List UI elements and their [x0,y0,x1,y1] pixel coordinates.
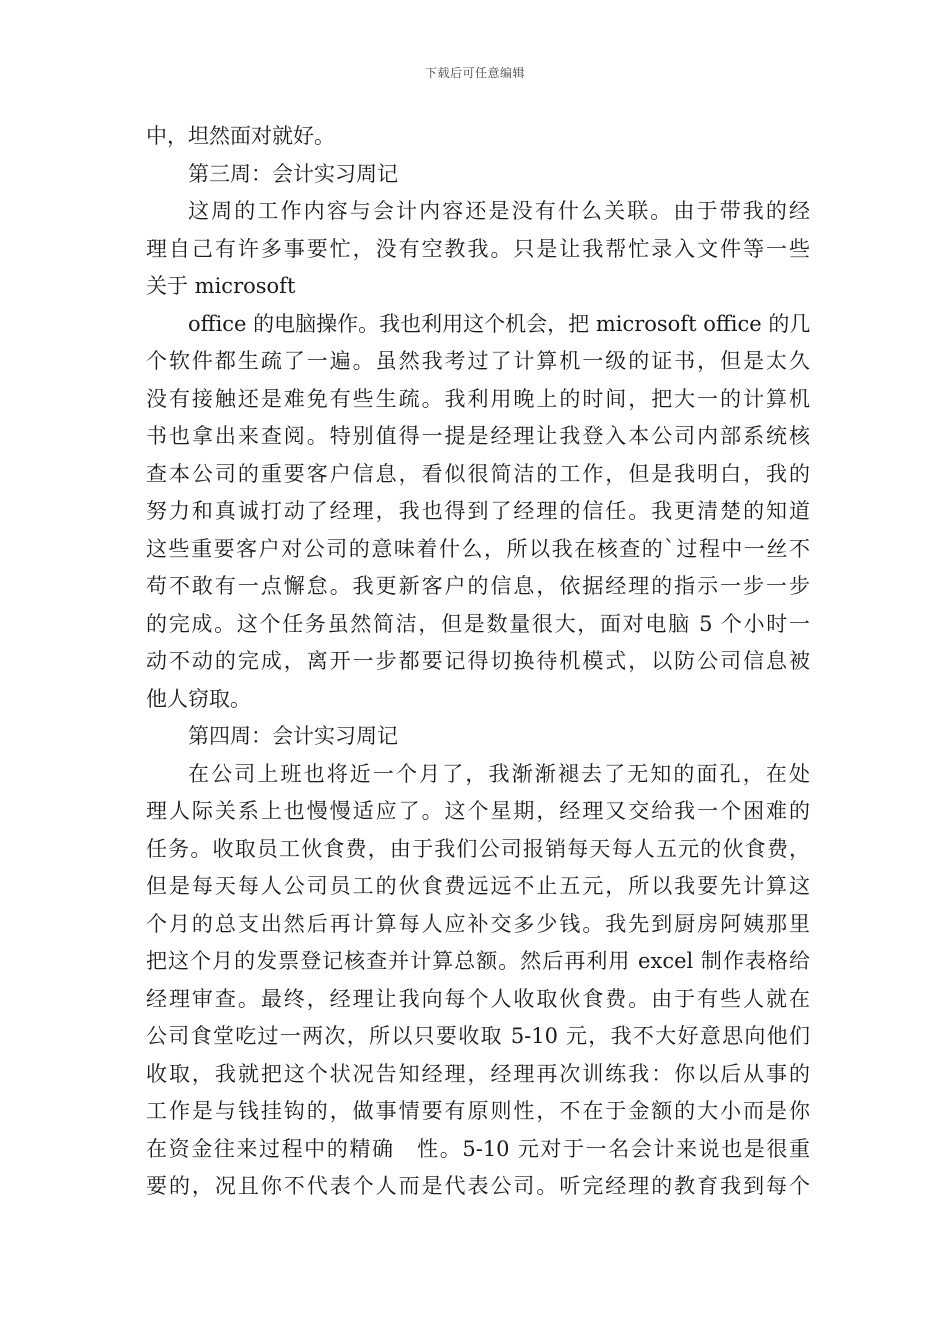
text-line: 工作是与钱挂钩的，做事情要有原则性，不在于金额的大小而是你 [146,1099,810,1123]
text-line: 这些重要客户对公司的意味着什么，所以我在核查的`过程中一丝不 [146,536,810,561]
text-line: office 的电脑操作。我也利用这个机会，把 microsoft office 的几 [188,311,810,336]
text-line: 中，坦然面对就好。 [146,124,335,148]
text-line: 收取，我就把这个状况告知经理，经理再次训练我：你以后从事的 [146,1061,810,1086]
document-body [146,118,810,1206]
text-line: 理自己有许多事要忙，没有空教我。只是让我帮忙录入文件等一些 [146,236,810,261]
text-line: 公司食堂吃过一两次，所以只要收取 5-10 元，我不大好意思向他们 [146,1024,810,1048]
text-line: 第四周：会计实习周记 [188,724,398,748]
text-line: 在公司上班也将近一个月了，我渐渐褪去了无知的面孔，在处 [188,761,810,786]
text-line: 关于 microsoft [146,274,296,298]
page-header: 下载后可任意编辑 [424,66,525,80]
text-line: 任务。收取员工伙食费，由于我们公司报销每天每人五元的伙食费， [146,836,810,861]
text-line: 的完成。这个任务虽然简洁，但是数量很大，面对电脑 5 个小时一 [146,611,810,636]
text-line: 但是每天每人公司员工的伙食费远远不止五元，所以我要先计算这 [146,874,810,898]
text-line: 把这个月的发票登记核查并计算总额。然后再利用 excel 制作表格给 [146,949,810,973]
text-line: 在资金往来过程中的精确 性。5-10 元对于一名会计来说也是很重 [146,1136,810,1161]
text-line: 没有接触还是难免有些生疏。我利用晚上的时间，把大一的计算机 [146,386,810,411]
text-line: 苟不敢有一点懈怠。我更新客户的信息，依据经理的指示一步一步 [146,574,810,598]
text-line: 个月的总支出然后再计算每人应补交多少钱。我先到厨房阿姨那里 [146,911,810,936]
text-line: 第三周：会计实习周记 [188,161,398,186]
text-line: 他人窃取。 [146,686,251,711]
text-line: 要的，况且你不代表个人而是代表公司。听完经理的教育我到每个 [146,1174,810,1198]
text-line: 书也拿出来查阅。特别值得一提是经理让我登入本公司内部系统核 [146,424,810,448]
text-line: 个软件都生疏了一遍。虽然我考过了计算机一级的证书，但是太久 [146,349,810,373]
text-line: 理人际关系上也慢慢适应了。这个星期，经理又交给我一个困难的 [146,799,810,823]
text-line: 这周的工作内容与会计内容还是没有什么关联。由于带我的经 [188,199,810,223]
text-line: 经理审查。最终，经理让我向每个人收取伙食费。由于有些人就在 [146,986,810,1011]
text-line: 努力和真诚打动了经理，我也得到了经理的信任。我更清楚的知道 [146,499,810,523]
text-line: 查本公司的重要客户信息，看似很简洁的工作，但是我明白，我的 [146,461,810,486]
text-line: 动不动的完成，离开一步都要记得切换待机模式，以防公司信息被 [146,649,810,673]
